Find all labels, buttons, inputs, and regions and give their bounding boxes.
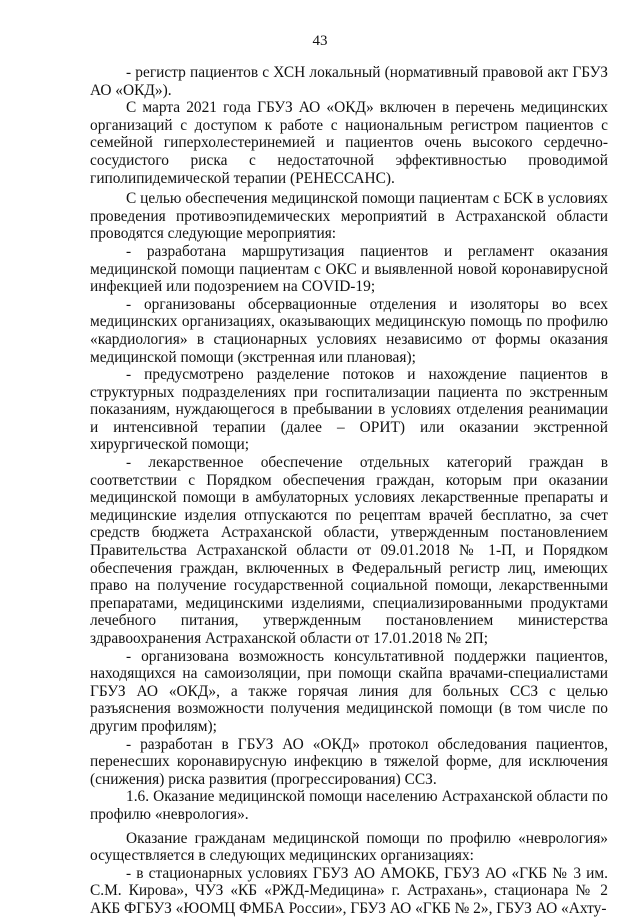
paragraph-renessans: С марта 2021 года ГБУЗ АО «ОКД» включен в перечень медицинских организаций с доступом к работе с национальным регистром пациентов с семейной гиперхолестеринемией и пациентов очень высокого сердечно-сосудистого риска с недостаточной эффективностью проводимой гиполипидемической терапии (РЕНЕССАНС).	[90, 99, 608, 187]
paragraph-measures-intro: С целью обеспечения медицинской помощи пациентам с БСК в условиях проведения противоэпидемических мероприятий в Астраханской области проводятся следующие мероприятия:	[90, 190, 608, 243]
paragraph-consultative-support: - организована возможность консультативной поддержки пациентов, находящихся на самоизоляции, при помощи скайпа врачами-специалистами ГБУЗ АО «ОКД», а также горячая линия для больных ССЗ с целью разъяснения возможности получения медицинской помощи (в том числе по другим профилям);	[90, 647, 608, 735]
page-number: 43	[312, 33, 328, 49]
paragraph-routing: - разработана маршрутизация пациентов и регламент оказания медицинской помощи пациентам с ОКС и выявленной новой коронавирусной инфекцией или подозрением на COVID-19;	[90, 242, 608, 296]
paragraph-neurology-intro: Оказание гражданам медицинской помощи по профилю «неврология» осуществляется в следующих медицинских организациях:	[90, 829, 608, 865]
paragraph-hf-registry: - регистр пациентов с ХСН локальный (нормативный правовой акт ГБУЗ АО «ОКД»).	[90, 64, 608, 99]
paragraph-inpatient-organizations: - в стационарных условиях ГБУЗ АО АМОКБ, ГБУЗ АО «ГКБ № 3 им. С.М. Кирова», ЧУЗ «КБ «РЖД-Медицина» г. Астрахань», стационара № 2 АКБ ФГБУЗ «ЮОМЦ ФМБА России», ГБУЗ АО «ГКБ № 2», ГБУЗ АО «Ахту-	[90, 864, 608, 917]
paragraph-drug-provision: - лекарственное обеспечение отдельных категорий граждан в соответствии с Порядком обеспечения граждан, которым при оказании медицинской помощи в амбулаторных условиях лекарственные препараты и медицинские изделия отпускаются по рецептам врачей бесплатно, за счет средств бюджета Астраханской области, утвержденным постановлением Правительства Астраханской области от 09.01.2018 № 1-П, и Порядком обеспечения граждан, включенных в Федеральный регистр лиц, имеющих право на получение государственной социальной помощи, лекарственными препаратами, медицинскими изделиями, специализированными продуктами лечебного питания, утвержденным постановлением министерства здравоохранения Астраханской области от 17.01.2018 № 2П;	[90, 454, 608, 647]
section-heading-neurology: 1.6. Оказание медицинской помощи населению Астраханской области по профилю «неврология».	[90, 788, 608, 823]
document-body	[90, 64, 608, 918]
paragraph-examination-protocol: - разработан в ГБУЗ АО «ОКД» протокол обследования пациентов, перенесших коронавирусную инфекцию в тяжелой форме, для исключения (снижения) риска развития (прогрессирования) ССЗ.	[90, 735, 608, 788]
paragraph-patient-flows: - предусмотрено разделение потоков и нахождение пациентов в структурных подразделениях при госпитализации пациента по экстренным показаниям, нуждающегося в пребывании в условиях отделения реанимации и интенсивной терапии (далее – ОРИТ) или оказании экстренной хирургической помощи;	[90, 366, 608, 454]
paragraph-observation-units: - организованы обсервационные отделения и изоляторы во всех медицинских организациях, оказывающих медицинскую помощь по профилю «кардиология» в стационарных условиях независимо от формы оказания медицинской помощи (экстренная или плановая);	[90, 295, 608, 366]
